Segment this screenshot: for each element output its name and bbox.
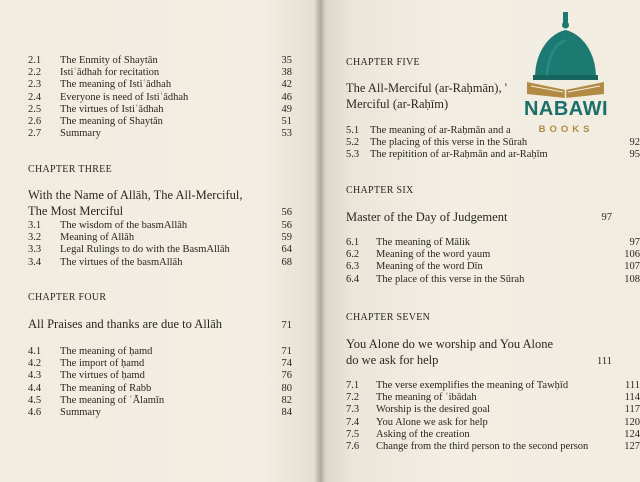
toc-entry-number: 4.2 xyxy=(28,358,42,370)
chapter-four-title: All Praises and thanks are due to Allāh xyxy=(28,317,223,331)
toc-entry-title: The meaning of ʿibādah xyxy=(376,392,477,404)
toc-entry-number: 4.6 xyxy=(28,407,42,418)
toc-entry-number: 5.1 xyxy=(346,125,360,136)
toc-entry-page: 56 xyxy=(281,220,292,231)
book-gutter-shadow xyxy=(314,0,326,482)
toc-entry-number: 6.1 xyxy=(346,237,360,248)
toc-entry-title: You Alone we ask for help xyxy=(376,416,488,428)
toc-entry-title: The meaning of Rabb xyxy=(60,382,152,394)
toc-entry-title: The meaning of Istiʿādhah xyxy=(60,79,172,91)
chapter-four-page: 71 xyxy=(281,320,292,331)
toc-entry-title: The meaning of ʿĀlamīn xyxy=(60,394,165,406)
toc-entry-number: 2.6 xyxy=(28,116,42,127)
toc-entry-number: 4.4 xyxy=(28,382,42,394)
toc-entry-number: 6.3 xyxy=(346,261,360,273)
chapter-seven-title-line2: do we ask for help xyxy=(346,353,439,367)
toc-entry-title: Summary xyxy=(60,407,101,418)
nabawi-books-logo xyxy=(507,12,625,136)
toc-entry-title: Meaning of the word Dīn xyxy=(376,261,483,273)
toc-entry-title: The virtues of ḥamd xyxy=(60,370,145,382)
logo-name: NABAWI xyxy=(523,98,609,120)
toc-entry-page: 51 xyxy=(281,116,292,127)
toc-entry-page: 97 xyxy=(629,237,640,248)
chapter-five-title-line2: Merciful (ar-Raḥīm) xyxy=(346,97,449,111)
toc-entry-page: 108 xyxy=(624,273,640,285)
toc-entry-page: 92 xyxy=(629,137,640,149)
toc-entry-number: 5.3 xyxy=(346,149,360,161)
toc-entry-page: 124 xyxy=(624,428,640,440)
toc-entry-page: 38 xyxy=(281,67,292,79)
toc-entry-number: 4.5 xyxy=(28,394,42,406)
toc-entry-page: 80 xyxy=(281,382,292,394)
toc-entry-page: 84 xyxy=(281,407,292,418)
toc-entry-number: 2.4 xyxy=(28,91,42,103)
toc-entry-page: 71 xyxy=(281,346,292,357)
toc-entry-number: 7.3 xyxy=(346,404,360,416)
toc-entry-title: The meaning of ḥamd xyxy=(60,346,153,357)
toc-entry-number: 3.4 xyxy=(28,256,42,268)
toc-entry-page: 120 xyxy=(624,416,640,428)
logo-subtitle: BOOKS xyxy=(538,124,594,135)
logo-subtitle-wrap xyxy=(507,124,625,138)
toc-entry-title: The Enmity of Shaytān xyxy=(60,55,158,66)
toc-entry-number: 2.5 xyxy=(28,103,42,115)
toc-entry-page: 95 xyxy=(629,149,640,161)
toc-entry-number: 2.7 xyxy=(28,128,42,140)
toc-entry-title: Change from the third person to the second person xyxy=(376,441,589,452)
toc-entry-page: 74 xyxy=(281,358,292,370)
toc-entry-page: 76 xyxy=(281,370,292,382)
toc-entry-title: Meaning of the word yaum xyxy=(376,249,491,261)
toc-entry-number: 7.4 xyxy=(346,416,360,428)
toc-entry-title: The verse exemplifies the meaning of Tawḥīd xyxy=(376,380,569,391)
toc-entry-title: The meaning of Mālik xyxy=(376,237,471,248)
toc-entry-number: 2.2 xyxy=(28,67,42,79)
toc-entry-number: 7.1 xyxy=(346,380,360,391)
toc-entry-title: Worship is the desired goal xyxy=(376,404,491,416)
toc-entry-number: 3.3 xyxy=(28,244,42,256)
chapter-five-title-line1: The All-Merciful (ar-Raḥmān), ' xyxy=(346,81,507,95)
toc-entry-page: 127 xyxy=(624,441,640,452)
toc-entry-page: 59 xyxy=(281,232,292,244)
toc-entry-title: The import of ḥamd xyxy=(60,358,145,370)
chapter-seven-label: CHAPTER SEVEN xyxy=(346,312,431,323)
toc-entry-title: The meaning of Shaytān xyxy=(60,116,163,127)
toc-entry-title: The wisdom of the basmAllāh xyxy=(60,220,188,231)
toc-entry-page: 46 xyxy=(281,91,292,103)
toc-entry-number: 3.1 xyxy=(28,220,42,231)
toc-entry-title: The placing of this verse in the Sūrah xyxy=(370,137,528,149)
chapter-four-label: CHAPTER FOUR xyxy=(28,292,107,303)
toc-entry-page: 35 xyxy=(281,55,292,66)
toc-entry-page: 117 xyxy=(624,404,640,416)
chapter-three-label: CHAPTER THREE xyxy=(28,164,112,175)
toc-entry-page: 64 xyxy=(281,244,292,256)
toc-entry-title: The meaning of ar-Raḥmān and a xyxy=(370,125,511,136)
toc-entry-page: 42 xyxy=(281,79,292,91)
toc-entry-number: 3.2 xyxy=(28,232,42,244)
toc-entry-title: The virtues of Istiʿādhah xyxy=(60,103,164,115)
mosque-dome-book-icon xyxy=(507,12,625,98)
chapter-three-title-line2: The Most Merciful xyxy=(28,204,124,218)
toc-entry-title: Summary xyxy=(60,128,101,140)
toc-entry-number: 7.2 xyxy=(346,392,360,404)
toc-entry-title: The virtues of the basmAllāh xyxy=(60,256,183,268)
chapter-five-label: CHAPTER FIVE xyxy=(346,57,420,68)
toc-entry-page: 49 xyxy=(281,103,292,115)
toc-entry-title: Everyone is need of Istiʿādhah xyxy=(60,91,189,103)
toc-entry-title: Istiʿādhah for recitation xyxy=(60,67,160,79)
toc-entry-page: 114 xyxy=(624,392,640,404)
toc-entry-number: 6.4 xyxy=(346,273,360,285)
toc-entry-page: 107 xyxy=(624,261,640,273)
toc-entry-page: 82 xyxy=(281,394,292,406)
toc-entry-number: 2.3 xyxy=(28,79,42,91)
toc-entry-title: Asking of the creation xyxy=(376,428,470,440)
toc-entry-title: Legal Rulings to do with the BasmAllāh xyxy=(60,244,230,256)
toc-entry-title: The place of this verse in the Sūrah xyxy=(376,273,525,285)
toc-entry-number: 7.6 xyxy=(346,441,360,452)
toc-entry-number: 4.3 xyxy=(28,370,42,382)
toc-entry-page: 53 xyxy=(281,128,292,140)
chapter-six-label: CHAPTER SIX xyxy=(346,185,414,196)
toc-entry-number: 6.2 xyxy=(346,249,360,261)
toc-entry-page: 106 xyxy=(624,249,640,261)
chapter-seven-title-line1: You Alone do we worship and You Alone xyxy=(346,337,554,351)
chapter-six-title: Master of the Day of Judgement xyxy=(346,210,508,224)
toc-entry-page: 68 xyxy=(281,256,292,268)
toc-entry-number: 4.1 xyxy=(28,346,42,357)
toc-entry-title: Meaning of Allāh xyxy=(60,232,135,244)
toc-entry-number: 2.1 xyxy=(28,55,42,66)
toc-entry-title: The repitition of ar-Raḥmān and ar-Raḥīm xyxy=(370,149,548,161)
toc-entry-page: 111 xyxy=(625,380,640,391)
chapter-three-title-line1: With the Name of Allāh, The All-Merciful, xyxy=(28,188,243,202)
toc-entry-number: 7.5 xyxy=(346,428,360,440)
toc-entry-number: 5.2 xyxy=(346,137,360,149)
chapter-three-page: 56 xyxy=(281,207,292,218)
chapter-six-page: 97 xyxy=(601,212,612,223)
chapter-seven-page: 111 xyxy=(597,356,612,367)
